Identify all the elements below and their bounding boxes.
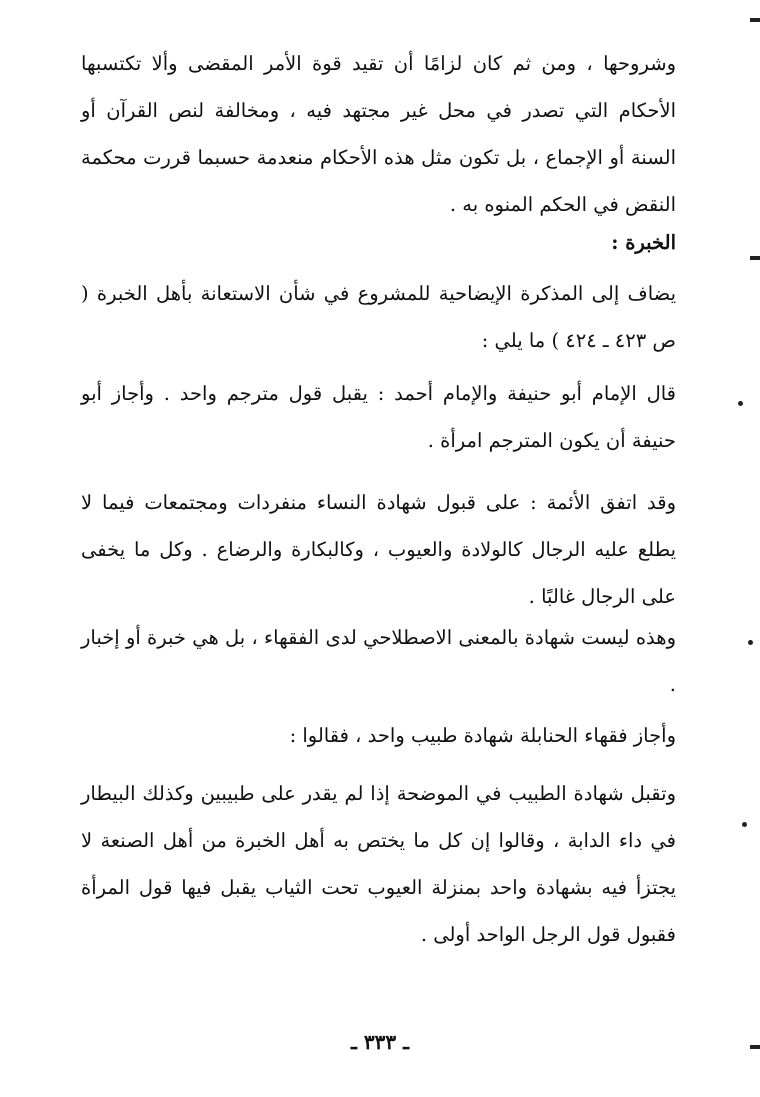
- paragraph-1: وشروحها ، ومن ثم كان لزامًا أن تقيد قوة الأمر المقضى وألا تكتسبها الأحكام التي تصدر في محل غير مجتهد فيه ، ومخالفة لنص القرآن أو السنة أو الإجماع ، بل تكون مثل هذه الأحكام منعدمة حسبما قررت محكمة النقض في الحكم المنوه به .: [81, 52, 676, 216]
- scan-edge-mark: [750, 1045, 760, 1049]
- paragraph-block-2: [81, 270, 676, 364]
- paragraph-4: وقد اتفق الأئمة : على قبول شهادة النساء منفردات ومجتمعات فيما لا يطلع عليه الرجال كالولادة والعيوب ، وكالبكارة والرضاع . وكل ما يخفى على الرجال غالبًا .: [81, 491, 676, 608]
- paragraph-block-4: [81, 479, 676, 620]
- scan-dot: [748, 640, 753, 645]
- paragraph-block-3: [81, 370, 676, 464]
- paragraph-2: يضاف إلى المذكرة الإيضاحية للمشروع في شأن الاستعانة بأهل الخبرة ( ص ٤٢٣ ـ ٤٢٤ ) ما يلي :: [81, 282, 676, 352]
- paragraph-block-6: [81, 712, 676, 759]
- scan-edge-mark: [750, 256, 760, 260]
- scan-dot: [742, 822, 747, 827]
- paragraph-3: قال الإمام أبو حنيفة والإمام أحمد : يقبل قول مترجم واحد . وأجاز أبو حنيفة أن يكون المترجم امرأة .: [81, 382, 676, 452]
- paragraph-7: وتقبل شهادة الطبيب في الموضحة إذا لم يقدر على طبيبين وكذلك البيطار في داء الدابة ، وقالوا إن كل ما يختص به أهل الخبرة من أهل الصنعة لا يجتزأ فيه بشهادة واحد بمنزلة العيوب تحت الثياب يقبل فيها قول المرأة فقبول قول الرجل الواحد أولى .: [81, 782, 676, 946]
- page-number: ـ ٣٣٣ ـ: [351, 1030, 409, 1054]
- paragraph-6: وأجاز فقهاء الحنابلة شهادة طبيب واحد ، فقالوا :: [289, 724, 676, 747]
- section-heading-block: [81, 219, 676, 266]
- paragraph-block-7: [81, 770, 676, 958]
- scan-dot: [738, 401, 743, 406]
- section-heading: الخبرة :: [611, 231, 676, 254]
- paragraph-continuation: [81, 40, 676, 228]
- paragraph-5: وهذه ليست شهادة بالمعنى الاصطلاحي لدى الفقهاء ، بل هي خبرة أو إخبار .: [81, 626, 676, 696]
- scan-edge-mark: [750, 18, 760, 22]
- paragraph-block-5: [81, 614, 676, 708]
